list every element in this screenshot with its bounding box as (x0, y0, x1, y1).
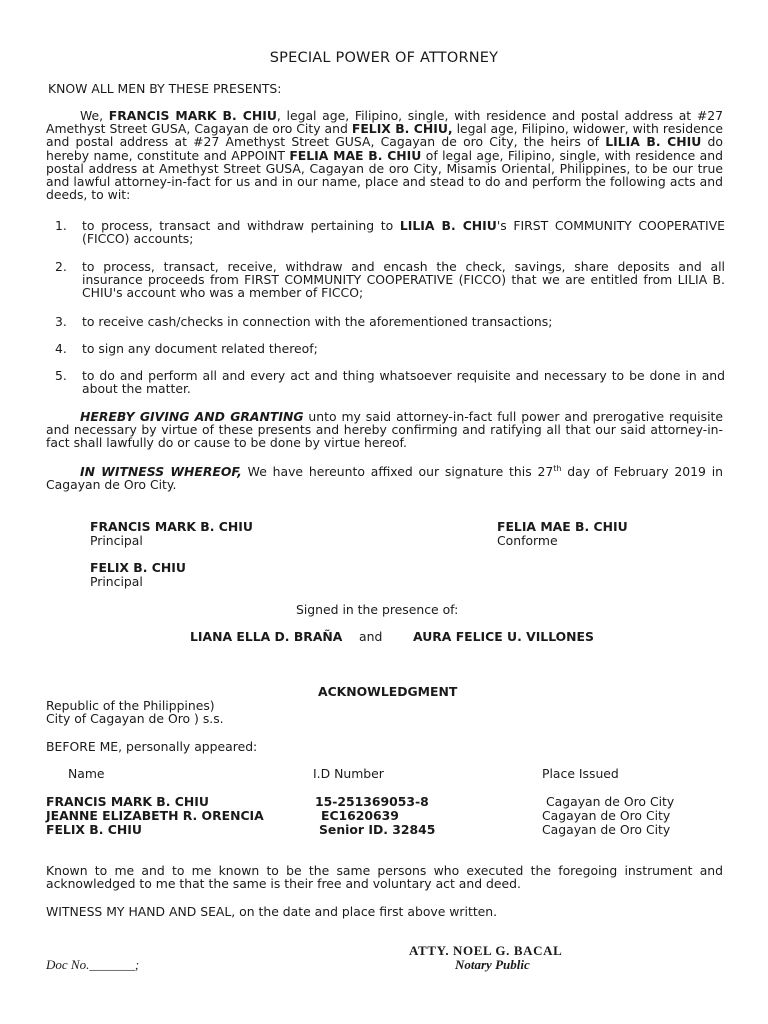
intro-paragraph (46, 109, 723, 201)
granting-text: unto my said attorney-in-fact full power and prerogative requisite and necessary by virtue of these presents and hereby confirming and ratifying all that our said attorney-in-fact shall lawfully do or cause to be done by virtue hereof. (46, 409, 723, 451)
list-text: to receive cash/checks in connection with the aforementioned transactions; (82, 314, 553, 329)
table-cell-name: JEANNE ELIZABETH R. ORENCIA (46, 808, 264, 823)
column-header: I.D Number (313, 766, 384, 781)
signatory-name: FELIA MAE B. CHIU (497, 519, 628, 534)
table-cell-id: Senior ID. 32845 (319, 822, 436, 837)
intro-text-1: We, (80, 108, 109, 123)
granting-paragraph (46, 410, 723, 450)
list-number: 1. (55, 218, 67, 233)
intro-text-3: legal age, Filipino, widower, with residence and postal address at #27 Amethyst Street GUSA, Cagayan de oro City, the heirs of (46, 121, 723, 150)
signatory-name: FELIX B. CHIU (90, 560, 186, 575)
notary-title: Notary Public (455, 957, 530, 972)
witness-lead: IN WITNESS WHEREOF, (80, 464, 242, 479)
principal-name-1: FRANCIS MARK B. CHIU (108, 108, 277, 123)
before-me-text: BEFORE ME, personally appeared: (46, 739, 258, 754)
column-header: Name (68, 766, 105, 781)
table-cell-place: Cagayan de Oro City (546, 794, 675, 809)
signatory-role: Principal (90, 533, 143, 548)
principal-name-2: FELIX B. CHIU, (351, 121, 453, 137)
list-number: 2. (55, 259, 67, 274)
witness-text-2: day of February 2019 in Cagayan de Oro City. (46, 464, 723, 493)
notary-name: ATTY. NOEL G. BACAL (409, 943, 563, 958)
decedent-name: LILIA B. CHIU (605, 134, 702, 150)
acknowledgment-title: ACKNOWLEDGMENT (318, 684, 458, 699)
table-cell-name: FRANCIS MARK B. CHIU (46, 794, 209, 809)
list-number: 5. (55, 368, 67, 383)
signatory-role: Conforme (497, 533, 558, 548)
intro-text-5: of legal age, Filipino, single, with residence and postal address at Amethyst Street GUSA, Cagayan de oro City, Misamis Oriental, Philippines, to be our true and lawful attorney-in-fact for us and in our name, place and stead to do and perform the following acts and deeds, to wit: (46, 147, 723, 203)
signatory-name: FRANCIS MARK B. CHIU (90, 519, 253, 534)
and-text: and (359, 629, 383, 644)
list-text (82, 219, 725, 245)
ordinal-suffix: th (553, 463, 562, 473)
venue-line-2: City of Cagayan de Oro ) s.s. (46, 711, 224, 726)
table-cell-id: EC1620639 (321, 808, 399, 823)
known-paragraph: Known to me and to me known to be the same persons who executed the foregoing instrument and acknowledged to me that the same is their free and voluntary act and deed. (46, 863, 723, 892)
list-text: to process, transact, receive, withdraw and encash the check, savings, share deposits and all insurance proceeds from FIRST COMMUNITY COOPERATIVE (FICCO) that we are entitled from LILIA B. CHIU's account who was a member of FICCO; (82, 259, 725, 301)
intro-text-4: do hereby name, constitute and APPOINT (46, 134, 723, 163)
presence-label: Signed in the presence of: (296, 602, 459, 617)
venue-line-1: Republic of the Philippines) (46, 698, 215, 713)
document-title: SPECIAL POWER OF ATTORNEY (269, 50, 499, 66)
witness-paragraph (46, 465, 723, 491)
list-text-post: 's FIRST COMMUNITY COOPERATIVE (FICCO) accounts; (82, 218, 726, 247)
table-cell-place: Cagayan de Oro City (542, 808, 671, 823)
intro-text-2: , legal age, Filipino, single, with residence and postal address at #27 Amethyst Street GUSA, Cagayan de oro City and (46, 108, 723, 137)
table-cell-place: Cagayan de Oro City (542, 822, 671, 837)
list-text-bold: LILIA B. CHIU (399, 218, 497, 233)
signatory-role: Principal (90, 574, 143, 589)
column-header: Place Issued (542, 766, 619, 781)
witness-text-1: We have hereunto affixed our signature this 27 (241, 464, 554, 479)
list-text: to do and perform all and every act and thing whatsoever requisite and necessary to be done in and about the matter. (82, 368, 725, 397)
list-number: 4. (55, 341, 67, 356)
list-text: to sign any document related thereof; (82, 341, 318, 356)
list-text-pre: to process, transact and withdraw pertaining to (82, 218, 400, 233)
table-cell-name: FELIX B. CHIU (46, 822, 142, 837)
witness-name-1: LIANA ELLA D. BRAÑA (190, 629, 343, 644)
greeting: KNOW ALL MEN BY THESE PRESENTS: (48, 81, 282, 96)
seal-text: WITNESS MY HAND AND SEAL, on the date and place first above written. (46, 904, 498, 919)
witness-name-2: AURA FELICE U. VILLONES (413, 629, 594, 644)
attorney-name: FELIA MAE B. CHIU (289, 147, 422, 163)
list-number: 3. (55, 314, 67, 329)
doc-number-field: Doc No._______; (46, 957, 140, 972)
table-cell-id: 15-251369053-8 (315, 794, 429, 809)
granting-lead: HEREBY GIVING AND GRANTING (80, 409, 304, 424)
